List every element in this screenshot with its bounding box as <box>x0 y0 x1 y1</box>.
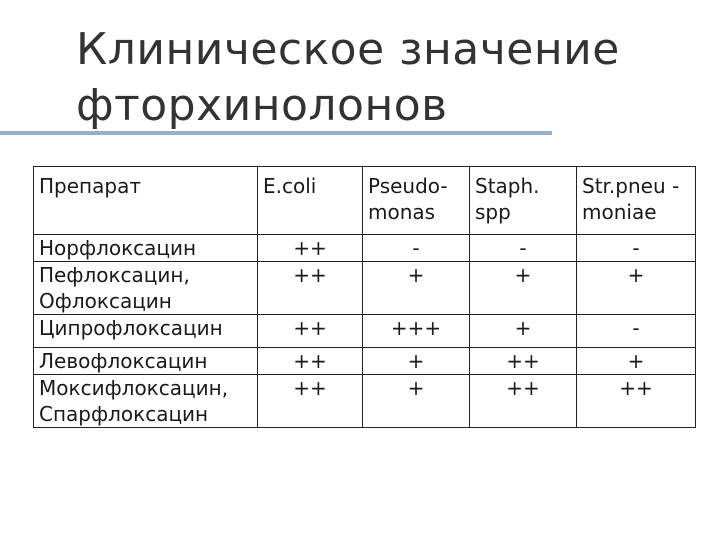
value-cell-ecoli: ++ <box>258 315 363 348</box>
drug-cell <box>34 235 258 262</box>
value-cell-pseudomonas: - <box>363 235 470 262</box>
drug-name: Офлоксацин <box>39 289 172 313</box>
value-cell-staph: + <box>470 315 577 348</box>
table-row <box>34 375 696 428</box>
drug-name: Моксифлоксацин, <box>39 376 229 400</box>
value-cell-staph: ++ <box>470 348 577 375</box>
drug-cell <box>34 348 258 375</box>
header-text: Препарат <box>39 174 141 198</box>
header-text: Str.pneu - <box>582 174 680 198</box>
header-text: monas <box>368 200 436 224</box>
drug-cell <box>34 375 258 428</box>
value-cell-staph: ++ <box>470 375 577 428</box>
value-cell-strpneumoniae: - <box>577 235 696 262</box>
value-cell-strpneumoniae: ++ <box>577 375 696 428</box>
value-cell-strpneumoniae: - <box>577 315 696 348</box>
header-cell-staph <box>470 167 577 235</box>
table-row <box>34 315 696 348</box>
header-cell-pseudomonas <box>363 167 470 235</box>
header-text: moniae <box>582 200 657 224</box>
drug-name: Пефлоксацин, <box>39 263 190 287</box>
header-cell-strpneumoniae <box>577 167 696 235</box>
title-accent-bar <box>0 131 552 135</box>
value-cell-strpneumoniae: + <box>577 262 696 315</box>
drug-name: Ципрофлоксацин <box>39 316 223 340</box>
header-text: spp <box>475 200 511 224</box>
table-row <box>34 235 696 262</box>
value-cell-ecoli: ++ <box>258 375 363 428</box>
value-cell-staph: + <box>470 262 577 315</box>
header-text: E.coli <box>263 174 317 198</box>
header-cell-ecoli <box>258 167 363 235</box>
value-cell-pseudomonas: + <box>363 375 470 428</box>
value-cell-staph: - <box>470 235 577 262</box>
header-text: Pseudo- <box>368 174 448 198</box>
drug-cell <box>34 262 258 315</box>
fluoroquinolone-table <box>33 166 696 428</box>
value-cell-pseudomonas: + <box>363 348 470 375</box>
table-row <box>34 262 696 315</box>
header-cell-drug <box>34 167 258 235</box>
slide-title-line-2: фторхинолонов <box>76 80 448 131</box>
slide-title-line-1: Клиническое значение <box>76 24 620 75</box>
value-cell-ecoli: ++ <box>258 348 363 375</box>
value-cell-pseudomonas: + <box>363 262 470 315</box>
drug-name: Левофлоксацин <box>39 349 208 373</box>
value-cell-ecoli: ++ <box>258 262 363 315</box>
table-row <box>34 348 696 375</box>
table-header-row <box>34 167 696 235</box>
value-cell-pseudomonas: +++ <box>363 315 470 348</box>
drug-name: Норфлоксацин <box>39 236 197 260</box>
drug-cell <box>34 315 258 348</box>
header-text: Staph. <box>475 174 540 198</box>
value-cell-ecoli: ++ <box>258 235 363 262</box>
drug-name: Спарфлоксацин <box>39 402 209 426</box>
value-cell-strpneumoniae: + <box>577 348 696 375</box>
slide-title <box>76 22 620 134</box>
